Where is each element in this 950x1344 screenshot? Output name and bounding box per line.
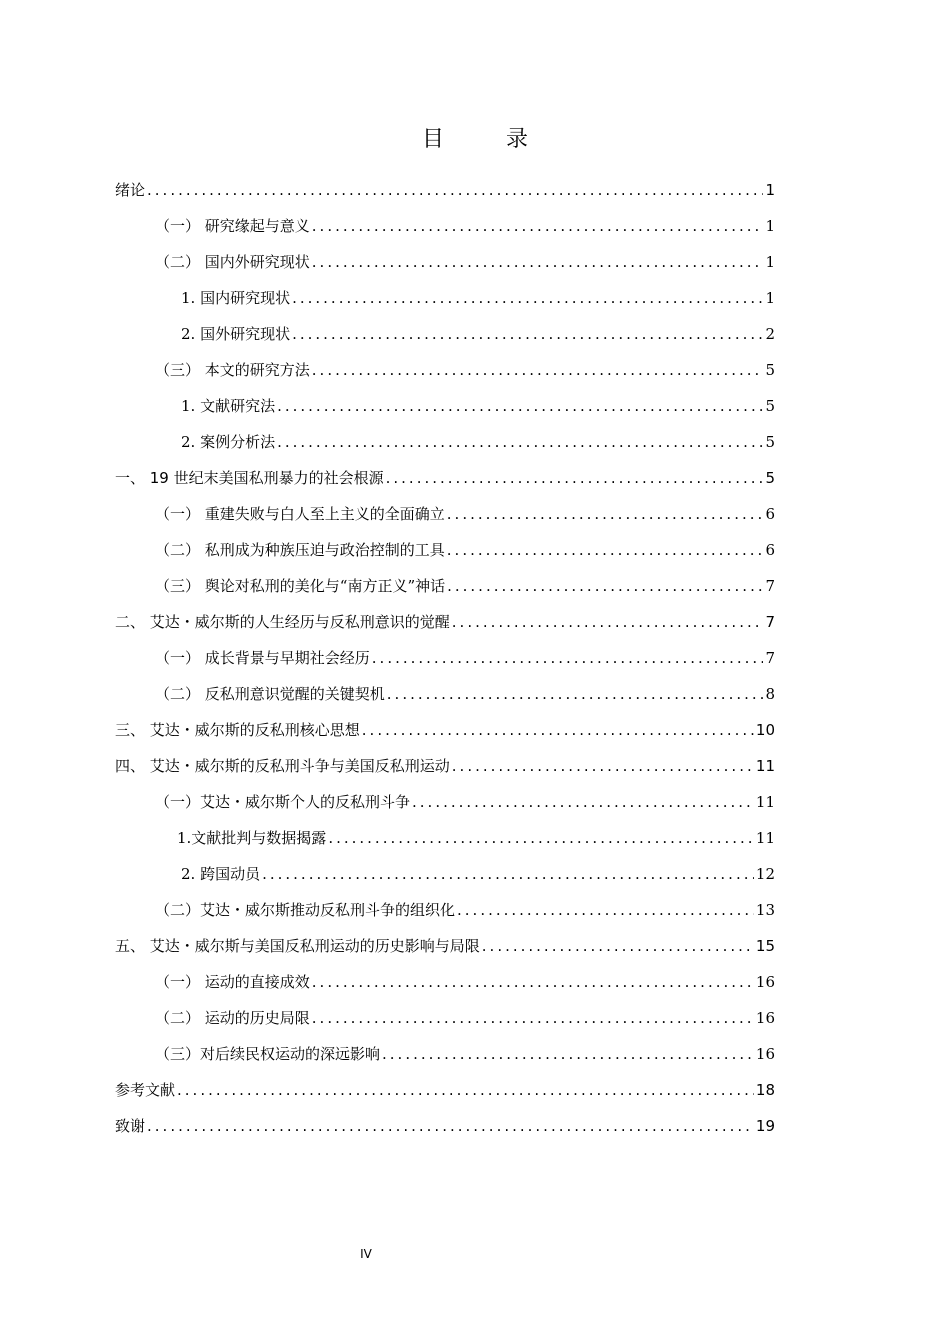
toc-entry-label: （二） 私刑成为种族压迫与政治控制的工具: [155, 541, 445, 559]
toc-entry-label: （三）对后续民权运动的深远影响: [155, 1045, 381, 1063]
toc-entry-page: 7: [765, 613, 775, 631]
toc-entry-label: 一、 19 世纪末美国私刑暴力的社会根源: [115, 469, 384, 487]
leader-dots: [447, 532, 763, 568]
toc-entry: [115, 532, 775, 568]
toc-entry: [115, 712, 775, 748]
toc-entry-label: 2. 案例分析法: [181, 433, 276, 451]
toc-entry: [115, 244, 775, 280]
leader-dots: [277, 424, 763, 460]
toc-entry-page: 16: [755, 1009, 775, 1027]
toc-entry-page: 5: [765, 469, 775, 487]
leader-dots: [177, 1072, 754, 1108]
toc-entry-page: 5: [765, 361, 775, 379]
toc-entry-page: 11: [755, 757, 775, 775]
toc-entry-page: 1: [765, 181, 775, 199]
toc-entry-page: 11: [755, 793, 775, 811]
toc-entry-page: 7: [765, 649, 775, 667]
toc-entry-page: 18: [755, 1081, 775, 1099]
toc-entry: [115, 460, 775, 496]
leader-dots: [452, 748, 754, 784]
toc-entry-label: （二） 反私刑意识觉醒的关键契机: [155, 685, 385, 703]
toc-entry-page: 1: [765, 217, 775, 235]
toc-entry-label: （一） 运动的直接成效: [155, 973, 310, 991]
toc-entry-label: （二）艾达・威尔斯推动反私刑斗争的组织化: [155, 901, 456, 919]
toc-entry-label: 1. 文献研究法: [181, 397, 276, 415]
leader-dots: [457, 892, 754, 928]
toc-entry-page: 12: [755, 865, 775, 883]
toc-entry-label: 致谢: [115, 1117, 146, 1135]
leader-dots: [312, 1000, 754, 1036]
leader-dots: [382, 1036, 754, 1072]
toc-entry-label: 2. 国外研究现状: [181, 325, 291, 343]
toc-entry: [115, 1072, 775, 1108]
toc-entry: [115, 784, 775, 820]
toc-entry-label: （二） 国内外研究现状: [155, 253, 310, 271]
toc-entry-page: 8: [765, 685, 775, 703]
toc-entry: [115, 172, 775, 208]
toc-entry-page: 19: [755, 1117, 775, 1135]
toc-entry-label: 1.文献批判与数据揭露: [177, 829, 327, 847]
leader-dots: [452, 604, 763, 640]
toc-entry-page: 15: [755, 937, 775, 955]
leader-dots: [372, 640, 763, 676]
toc-entry-page: 5: [765, 433, 775, 451]
toc-entry-page: 10: [755, 721, 775, 739]
toc-entry: [115, 676, 775, 712]
leader-dots: [412, 784, 754, 820]
toc-entry-page: 11: [755, 829, 775, 847]
toc-entry: [115, 496, 775, 532]
page-number: IV: [360, 1247, 372, 1261]
toc-entry-page: 5: [765, 397, 775, 415]
toc-entry-page: 2: [765, 325, 775, 343]
table-of-contents: [115, 172, 775, 1144]
toc-entry: [115, 208, 775, 244]
toc-entry: [115, 1000, 775, 1036]
toc-entry-label: 绪论: [115, 181, 146, 199]
toc-entry-page: 16: [755, 973, 775, 991]
toc-entry-page: 6: [765, 505, 775, 523]
toc-entry: [115, 1108, 775, 1144]
toc-entry-label: （一）艾达・威尔斯个人的反私刑斗争: [155, 793, 411, 811]
leader-dots: [386, 460, 763, 496]
toc-entry: [115, 352, 775, 388]
toc-title: 目 录: [421, 127, 548, 152]
toc-entry-page: 1: [765, 253, 775, 271]
leader-dots: [312, 244, 763, 280]
toc-entry: [115, 1036, 775, 1072]
toc-entry-label: 五、 艾达・威尔斯与美国反私刑运动的历史影响与局限: [115, 937, 480, 955]
toc-entry: [115, 820, 775, 856]
toc-entry: [115, 568, 775, 604]
toc-entry: [115, 604, 775, 640]
toc-entry-label: （二） 运动的历史局限: [155, 1009, 310, 1027]
toc-entry: [115, 640, 775, 676]
leader-dots: [312, 352, 763, 388]
toc-entry-label: （一） 研究缘起与意义: [155, 217, 310, 235]
leader-dots: [147, 172, 763, 208]
leader-dots: [387, 676, 763, 712]
toc-entry-label: 参考文献: [115, 1081, 176, 1099]
toc-entry: [115, 424, 775, 460]
toc-entry: [115, 316, 775, 352]
toc-entry: [115, 748, 775, 784]
toc-entry: [115, 964, 775, 1000]
toc-entry: [115, 856, 775, 892]
leader-dots: [292, 316, 763, 352]
toc-entry-page: 6: [765, 541, 775, 559]
toc-entry: [115, 928, 775, 964]
leader-dots: [147, 1108, 754, 1144]
toc-entry-label: （三） 本文的研究方法: [155, 361, 310, 379]
leader-dots: [447, 568, 763, 604]
toc-entry: [115, 388, 775, 424]
toc-entry-label: （三） 舆论对私刑的美化与“南方正义”神话: [155, 577, 446, 595]
toc-entry-label: 三、 艾达・威尔斯的反私刑核心思想: [115, 721, 360, 739]
toc-entry-label: （一） 成长背景与早期社会经历: [155, 649, 370, 667]
toc-entry-page: 13: [755, 901, 775, 919]
leader-dots: [362, 712, 754, 748]
toc-entry-label: 二、 艾达・威尔斯的人生经历与反私刑意识的觉醒: [115, 613, 450, 631]
toc-entry-page: 7: [765, 577, 775, 595]
leader-dots: [447, 496, 763, 532]
toc-entry: [115, 280, 775, 316]
toc-entry: [115, 892, 775, 928]
toc-entry-label: 四、 艾达・威尔斯的反私刑斗争与美国反私刑运动: [115, 757, 450, 775]
leader-dots: [292, 280, 763, 316]
toc-entry-page: 1: [765, 289, 775, 307]
leader-dots: [262, 856, 754, 892]
toc-entry-label: 1. 国内研究现状: [181, 289, 291, 307]
leader-dots: [277, 388, 763, 424]
leader-dots: [312, 964, 754, 1000]
toc-entry-label: （一） 重建失败与白人至上主义的全面确立: [155, 505, 445, 523]
toc-entry-label: 2. 跨国动员: [181, 865, 261, 883]
toc-entry-page: 16: [755, 1045, 775, 1063]
leader-dots: [328, 820, 754, 856]
leader-dots: [482, 928, 754, 964]
leader-dots: [312, 208, 763, 244]
